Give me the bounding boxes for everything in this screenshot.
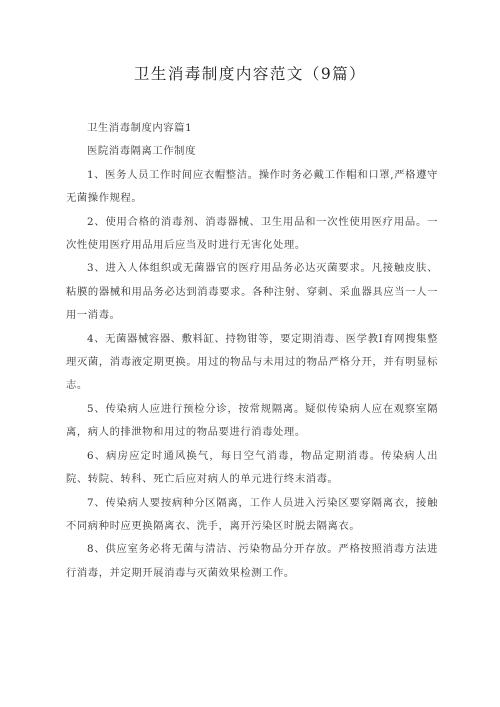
paragraph-7: 7、传染病人要按病种分区隔离，工作人员进入污染区要穿隔离衣，接触不同病种时应更换隔离衣、洗手，离开污染区时脱去隔离衣。 bbox=[66, 496, 438, 532]
paragraph-5: 5、传染病人应进行预检分诊，按常规隔离。疑似传染病人应在观察室隔离，病人的排泄物和用过的物品要进行消毒处理。 bbox=[66, 402, 438, 439]
document-title: 卫生消毒制度内容范文（9篇） bbox=[133, 65, 367, 83]
paragraph-2: 2、使用合格的消毒剂、消毒器械、卫生用品和一次性使用医疗用品。一次性使用医疗用品用后应当及时进行无害化处理。 bbox=[66, 215, 438, 252]
paragraph-3: 3、进入人体组织或无菌器官的医疗用品务必达灭菌要求。凡接触皮肤、粘膜的器械和用品务必达到消毒要求。各种注射、穿刺、采血器具应当一人一用一消毒。 bbox=[66, 262, 438, 322]
section-label: 卫生消毒制度内容篇1 bbox=[87, 122, 193, 134]
paragraph-4: 4、无菌器械容器、敷料缸、持物钳等，要定期消毒、医学教I育网搜集整理灭菌，消毒液定期更换。用过的物品与未用过的物品严格分开，并有明显标志。 bbox=[66, 332, 438, 392]
section-subtitle: 医院消毒隔离工作制度 bbox=[87, 145, 196, 158]
paragraph-6: 6、病房应定时通风换气，每日空气消毒，物品定期消毒。传染病人出院、转院、转科、死亡后应对病人的单元进行终末消毒。 bbox=[66, 449, 438, 486]
document-body bbox=[66, 117, 438, 585]
paragraph-1: 1、医务人员工作时间应衣帽整洁。操作时务必戴工作帽和口罩,严格遵守无菌操作规程。 bbox=[66, 168, 438, 205]
paragraph-8: 8、供应室务必将无菌与清洁、污染物品分开存放。严格按照消毒方法进行消毒，并定期开展消毒与灭菌效果检测工作。 bbox=[66, 543, 438, 579]
